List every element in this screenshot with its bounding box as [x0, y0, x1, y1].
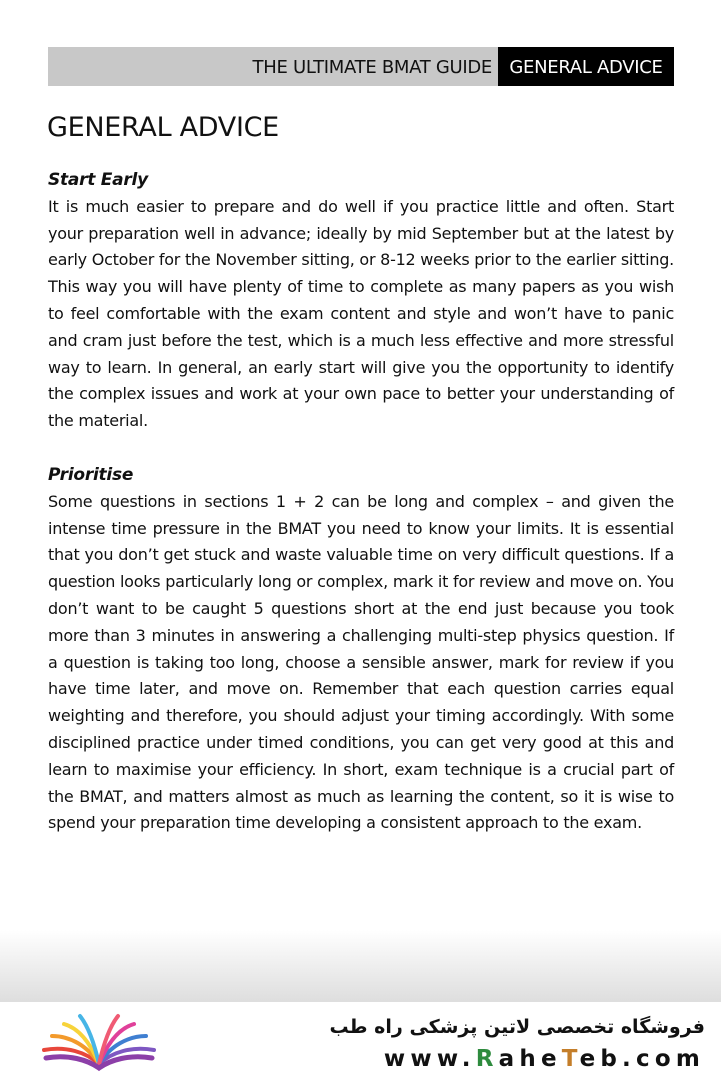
url-prefix: www.	[383, 1046, 476, 1072]
footer-shadow	[0, 930, 721, 1002]
url-letter-t: T	[561, 1046, 580, 1072]
section-paragraph: It is much easier to prepare and do well if you practice little and often. Start your preparation well in advance; ideally by mid September but at the latest by early October for the November sitting, or 8-12 weeks prior to the earlier sitting. This way you will have plenty of time to complete as many papers as you wish to feel comfortable with the exam content and style and won’t have to panic and cram just before the test, which is a much less effective and more stressful way to learn. In general, an early start will give you the opportunity to identify the complex issues and work at your own pace to better your understanding of the material.	[48, 196, 674, 431]
header-book-title: THE ULTIMATE BMAT GUIDE	[252, 57, 492, 78]
url-suffix: eb.com	[579, 1046, 705, 1072]
section-spacer	[48, 435, 674, 462]
section-paragraph: Some questions in sections 1 + 2 can be long and complex – and given the intense time pressure in the BMAT you need to know your limits. It is essential that you don’t get stuck and waste valuable time on very difficult questions. If a question looks particularly long or complex, mark it for review and move on. You don’t want to be caught 5 questions short at the end just because you took more than 3 minutes in answering a challenging multi-step physics question. If a question is taking too long, choose a sensible answer, mark for review if you have time later, and move on. Remember that each question carries equal weighting and therefore, you should adjust your timing accordingly. With some disciplined practice under timed conditions, you can get very good at this and learn to maximise your efficiency. In short, exam technique is a crucial part of the BMAT, and matters almost as much as learning the content, so it is wise to spend your preparation time developing a consistent approach to the exam.	[48, 491, 674, 833]
header-section-tab: GENERAL ADVICE	[498, 47, 674, 86]
page-content	[48, 167, 674, 837]
open-book-rainbow-logo-icon	[38, 1012, 160, 1072]
section-start-early	[48, 167, 674, 435]
footer-url[interactable]	[384, 1046, 705, 1072]
section-heading: Start Early	[48, 170, 148, 190]
url-middle: ahe	[498, 1046, 562, 1072]
url-letter-r: R	[475, 1046, 499, 1072]
footer-shop-name: فروشگاه تخصصی لاتین پزشکی راه طب	[329, 1016, 705, 1038]
section-heading: Prioritise	[48, 464, 134, 485]
section-prioritise	[48, 462, 674, 837]
page-title: GENERAL ADVICE	[47, 112, 279, 143]
running-header	[48, 47, 674, 86]
footer-banner	[0, 1002, 721, 1080]
